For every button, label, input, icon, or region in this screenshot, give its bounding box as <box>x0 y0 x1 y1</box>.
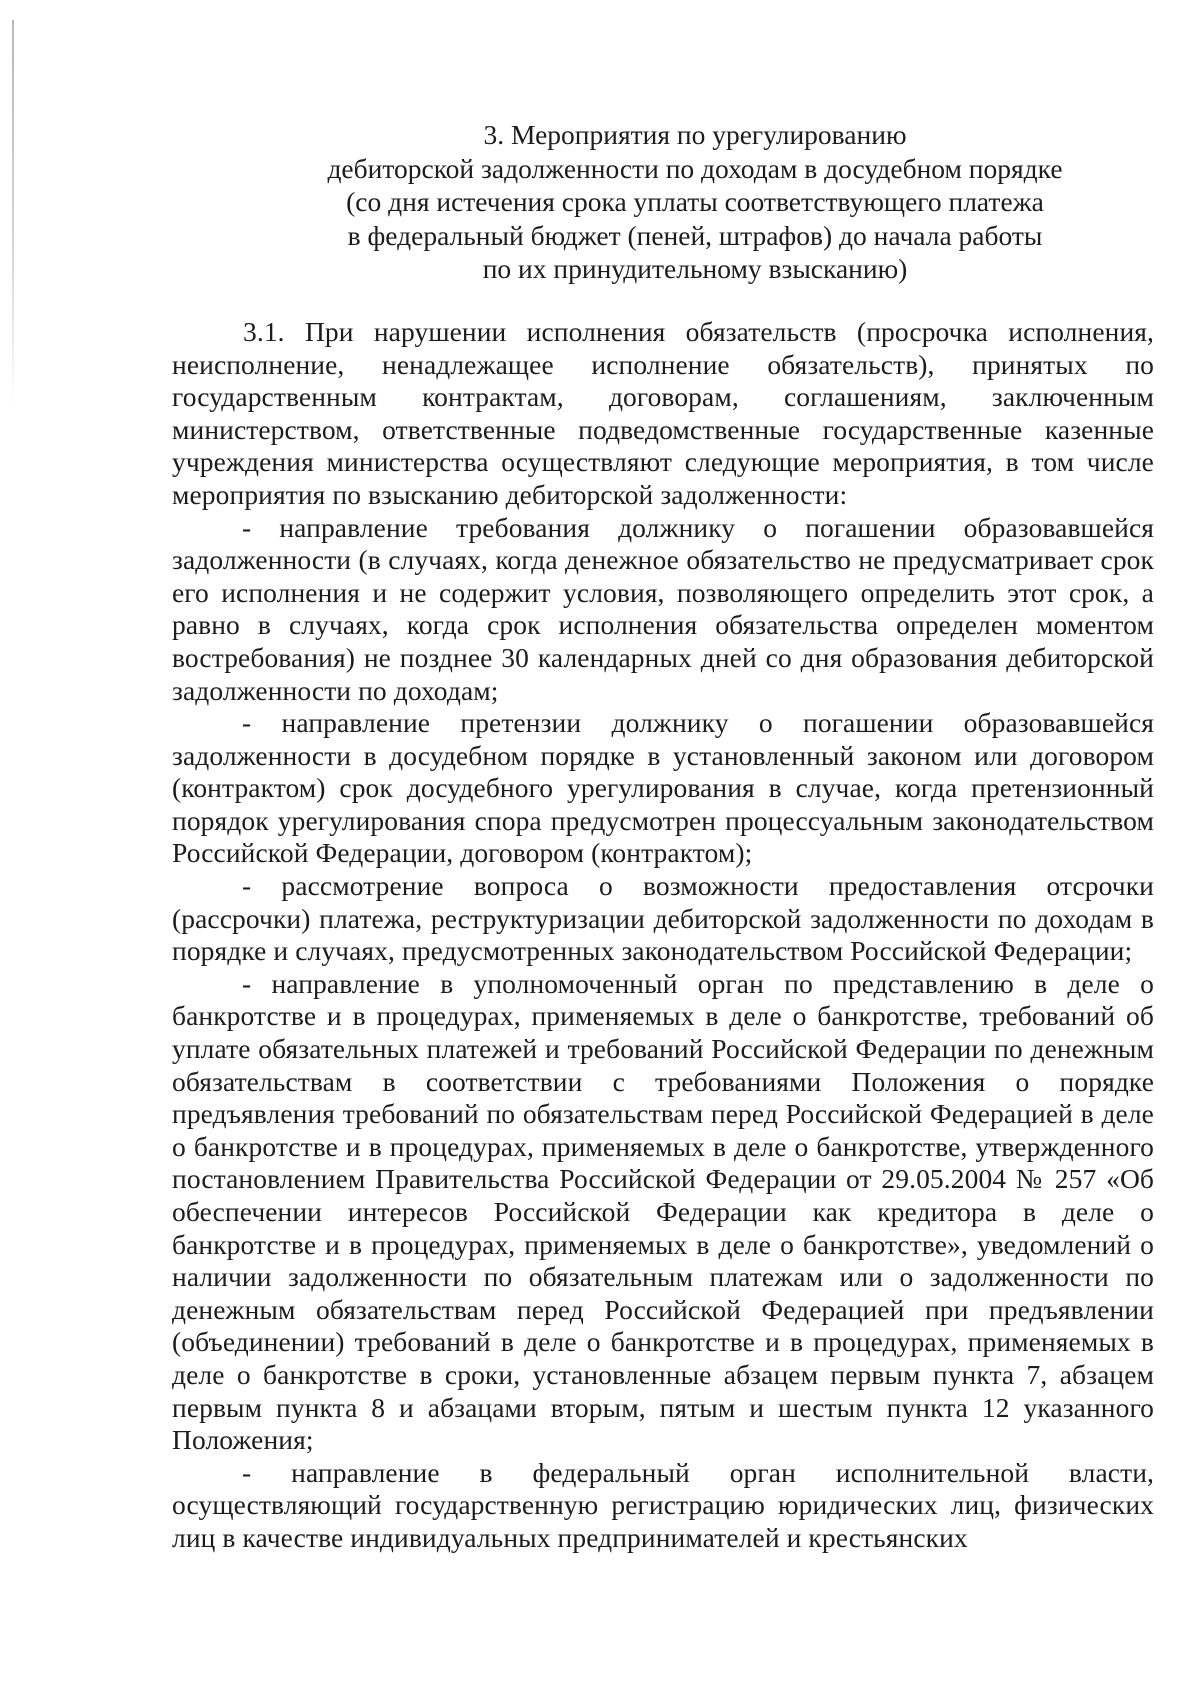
section-title-line: 3. Мероприятия по урегулированию <box>483 119 907 150</box>
document-page <box>172 118 1154 1555</box>
section-title <box>172 118 1154 286</box>
list-item-demand-to-debtor: - направление требования должнику о погашении образовавшейся задолженности (в случаях, когда денежное обязательство не предусматривает срок его исполнения и не содержит условия, позволяющего определить этот срок, а равно в случаях, когда срок исполнения обязательства определен моментом востребования) не позднее 30 календарных дней со дня образования дебиторской задолженности по доходам; <box>172 511 1154 706</box>
paragraph-3-1: 3.1. При нарушении исполнения обязательств (просрочка исполнения, неисполнение, ненадлежащее исполнение обязательств), принятых по государственным контрактам, договорам, соглашениям, заключенным министерством, ответственные подведомственные государственные казенные учреждения министерства осуществляют следующие мероприятия, в том числе мероприятия по взысканию дебиторской задолженности: <box>172 315 1154 510</box>
section-title-line: в федеральный бюджет (пеней, штрафов) до начала работы <box>347 219 1043 251</box>
section-title-line: дебиторской задолженности по доходам в досудебном порядке <box>327 152 1063 184</box>
scan-edge-mark <box>12 20 14 410</box>
section-title-line: (со дня истечения срока уплаты соответствующего платежа <box>346 186 1044 218</box>
list-item-bankruptcy-notice: - направление в уполномоченный орган по представлению в деле о банкротстве и в процедурах, применяемых в деле о банкротстве, требований об уплате обязательных платежей и требований Российской Федерации по денежным обязательствам в соответствии с требованиями Положения о порядке предъявления требований по обязательствам перед Российской Федерацией в деле о банкротстве и в процедурах, применяемых в деле о банкротстве, утвержденного постановлением Правительства Российской Федерации от 29.05.2004 № 257 «Об обеспечении интересов Российской Федерации как кредитора в деле о банкротстве и в процедурах, применяемых в деле о банкротстве», уведомлений о наличии задолженности по обязательным платежам или о задолженности по денежным обязательствам перед Российской Федерацией при предъявлении (объединении) требований в деле о банкротстве и в процедурах, применяемых в деле о банкротстве в сроки, установленные абзацем первым пункта 7, абзацем первым пункта 8 и абзацами вторым, пятым и шестым пункта 12 указанного Положения; <box>172 967 1154 1456</box>
list-item-registration-authority: - направление в федеральный орган исполнительной власти, осуществляющий государственную регистрацию юридических лиц, физических лиц в качестве индивидуальных предпринимателей и крестьянских <box>172 1456 1154 1553</box>
section-title-line: по их принудительному взысканию) <box>482 253 908 285</box>
list-item-deferral-review: - рассмотрение вопроса о возможности предоставления отсрочки (рассрочки) платежа, реструктуризации дебиторской задолженности по доходам в порядке и случаях, предусмотренных законодательством Российской Федерации; <box>172 870 1154 967</box>
list-item-claim-to-debtor: - направление претензии должнику о погашении образовавшейся задолженности в досудебном порядке в установленный законом или договором (контрактом) срок досудебного урегулирования в случае, когда претензионный порядок урегулирования спора предусмотрен процессуальным законодательством Российской Федерации, договором (контрактом); <box>172 707 1154 869</box>
